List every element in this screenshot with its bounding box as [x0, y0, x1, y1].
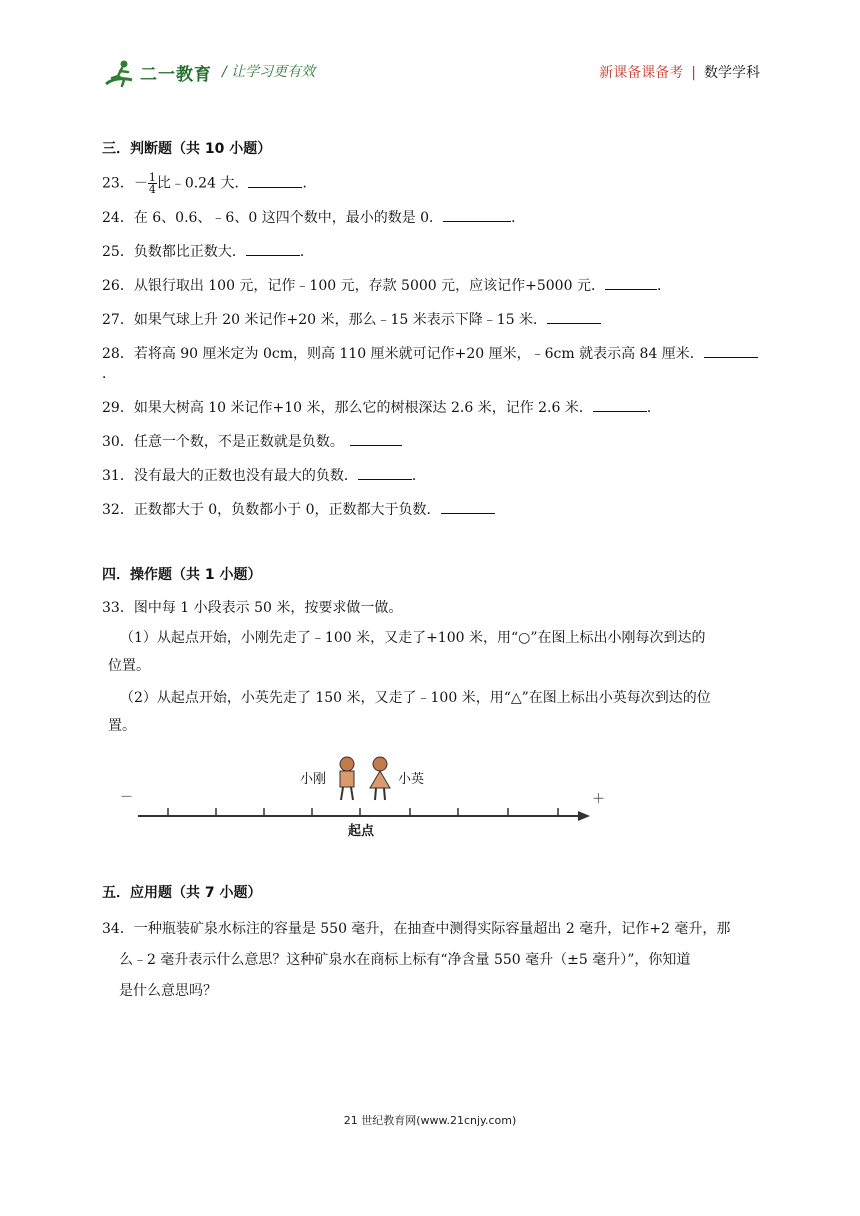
- question-23: [102, 172, 762, 195]
- boy-figure-icon: [340, 757, 354, 800]
- header-label-subject: 数学学科: [704, 65, 760, 81]
- question-end: ．: [656, 278, 671, 294]
- question-32: [102, 499, 762, 520]
- question-end: ．: [299, 244, 314, 260]
- answer-blank[interactable]: [350, 431, 402, 446]
- slogan: / 让学习更有效: [222, 64, 316, 80]
- question-29: [102, 397, 762, 418]
- question-text: 29．如果大树高 10 米记作+10 米，那么它的树根深达 2.6 米，记作 2.6 米．: [102, 400, 593, 416]
- answer-blank[interactable]: [704, 343, 758, 358]
- question-28: [102, 343, 762, 384]
- section-title-judgement: 三．判断题（共 10 小题）: [102, 141, 272, 157]
- question-text: 27．如果气球上升 20 米记作+20 米，那么﹣15 米表示下降﹣15 米．: [102, 312, 548, 328]
- section-title-application: 五．应用题（共 7 小题）: [102, 885, 262, 901]
- page-footer: 21 世纪教育网(www.21cnjy.com): [343, 1114, 517, 1127]
- question-end: ．: [302, 175, 317, 192]
- question-text: 32．正数都大于 0，负数都小于 0，正数都大于负数．: [102, 502, 441, 518]
- question-text: 31．没有最大的正数也没有最大的负数．: [102, 468, 358, 484]
- question-end: ．: [511, 210, 526, 226]
- section-application: [102, 882, 762, 1007]
- section-title-operation: 四．操作题（共 1 小题）: [102, 567, 262, 583]
- fraction-denominator: 4: [148, 183, 156, 196]
- header-right: [599, 62, 760, 82]
- fraction-numerator: 1: [148, 171, 156, 184]
- question-text: 比﹣0.24 大．: [156, 175, 249, 192]
- header-separator: |: [691, 65, 696, 81]
- question-26: [102, 275, 762, 296]
- question-33-part-2: （2）从起点开始，小英先走了 150 米，又走了﹣100 米，用“△”在图上标出小英每次到达的位: [120, 690, 711, 706]
- question-30: [102, 431, 762, 452]
- minus-sign: －: [133, 175, 148, 192]
- label-xiaoying: 小英: [398, 772, 425, 787]
- question-33: 33．图中每 1 小段表示 50 米，按要求做一做。: [102, 600, 403, 616]
- question-end: ．: [411, 468, 426, 484]
- answer-blank[interactable]: [605, 275, 657, 290]
- question-end: ．: [646, 400, 661, 416]
- answer-blank[interactable]: [248, 173, 302, 188]
- girl-figure-icon: [370, 757, 390, 800]
- question-34-cont2: 是什么意思吗？: [119, 983, 217, 999]
- question-text: 25．负数都比正数大．: [102, 244, 246, 260]
- answer-blank[interactable]: [443, 207, 511, 222]
- question-34-cont: 么﹣2 毫升表示什么意思？这种矿泉水在商标上标有“净含量 550 毫升（±5 毫升）”，你知道: [119, 952, 691, 968]
- brand-name: 二一教育: [140, 65, 212, 85]
- header-label-prep: 新课备课备考: [599, 65, 684, 81]
- label-origin: 起点: [348, 824, 375, 839]
- answer-blank[interactable]: [547, 309, 601, 324]
- fraction: [148, 172, 157, 195]
- question-25: [102, 241, 762, 262]
- document-body: [102, 138, 762, 740]
- answer-blank[interactable]: [246, 241, 300, 256]
- question-text: 30．任意一个数，不是正数就是负数。: [102, 434, 344, 450]
- question-31: [102, 465, 762, 486]
- label-xiaogang: 小刚: [300, 772, 327, 787]
- number-line-figure: [118, 752, 618, 842]
- question-end: ．: [102, 366, 116, 382]
- answer-blank[interactable]: [358, 465, 412, 480]
- question-27: [102, 309, 762, 330]
- question-text: 28．若将高 90 厘米定为 0cm，则高 110 厘米就可记作+20 厘米，﹣6cm 就表示高 84 厘米．: [102, 346, 704, 362]
- page-header: [0, 0, 860, 110]
- minus-label: －: [120, 790, 134, 805]
- question-number: 23．: [102, 175, 134, 192]
- question-text: 26．从银行取出 100 元，记作﹣100 元，存款 5000 元，应该记作+5000 元．: [102, 278, 605, 294]
- question-text: 24．在 6、0.6、﹣6、0 这四个数中，最小的数是 0．: [102, 210, 444, 226]
- question-34: 34．一种瓶装矿泉水标注的容量是 550 毫升，在抽查中测得实际容量超出 2 毫升，记作+2 毫升，那: [102, 921, 731, 937]
- plus-label: ＋: [592, 792, 606, 807]
- question-33-part-1-cont: 位置。: [108, 658, 150, 674]
- question-33-part-1: （1）从起点开始，小刚先走了﹣100 米，又走了+100 米，用“○”在图上标出小刚每次到达的: [120, 630, 706, 646]
- answer-blank[interactable]: [441, 499, 495, 514]
- question-24: [102, 207, 762, 228]
- question-33-part-2-cont: 置。: [108, 718, 136, 734]
- answer-blank[interactable]: [593, 397, 647, 412]
